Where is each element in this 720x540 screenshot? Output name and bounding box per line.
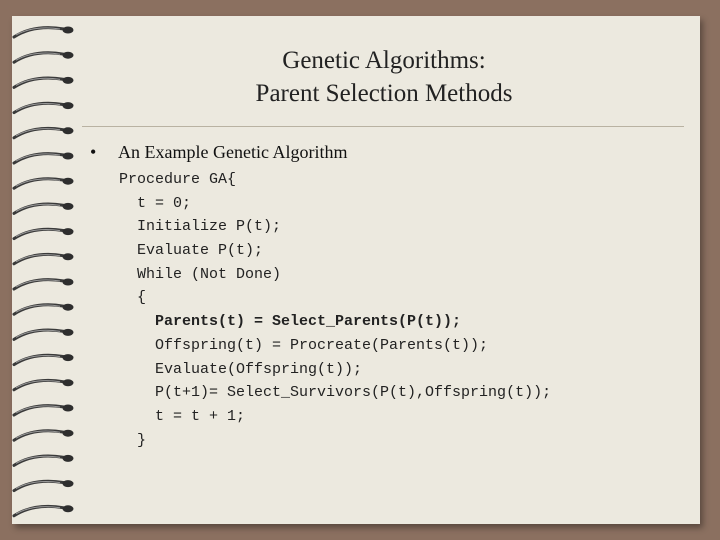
spiral-ring-icon	[14, 304, 74, 315]
pseudocode-block	[119, 168, 551, 452]
spiral-ring-icon	[14, 178, 74, 189]
spiral-ring-icon	[14, 279, 74, 290]
spiral-ring-icon	[14, 379, 74, 390]
spiral-ring-icon	[14, 430, 74, 441]
spiral-ring-icon	[14, 354, 74, 365]
spiral-ring-icon	[14, 253, 74, 264]
spiral-ring-icon	[14, 127, 74, 138]
title-divider	[82, 126, 684, 127]
spiral-ring-icon	[14, 27, 74, 38]
spiral-ring-icon	[14, 455, 74, 466]
spiral-ring-icon	[14, 102, 74, 113]
code-line: t = 0;	[119, 194, 192, 212]
spiral-ring-icon	[14, 480, 74, 491]
slide-title	[80, 44, 688, 110]
spiral-ring-icon	[14, 77, 74, 88]
code-line: t = t + 1;	[119, 407, 246, 425]
spiral-ring-icon	[14, 505, 74, 516]
code-line: Evaluate P(t);	[119, 242, 264, 260]
spiral-ring-icon	[14, 153, 74, 164]
spiral-ring-icon	[14, 329, 74, 340]
spiral-ring-icon	[14, 228, 74, 239]
code-line: }	[119, 431, 147, 449]
bullet-icon: •	[90, 142, 97, 162]
title-line-2: Parent Selection Methods	[255, 80, 513, 107]
bullet-item	[90, 142, 347, 163]
code-line: P(t+1)= Select_Survivors(P(t),Offspring(t));	[119, 384, 552, 402]
code-line: Initialize P(t);	[119, 218, 282, 236]
code-line: Offspring(t) = Procreate(Parents(t));	[119, 336, 489, 354]
spiral-ring-icon	[14, 52, 74, 63]
title-line-1: Genetic Algorithms:	[282, 47, 486, 74]
bullet-text: An Example Genetic Algorithm	[118, 142, 348, 162]
code-line: Parents(t) = Select_Parents(P(t));	[119, 313, 462, 331]
code-line: Evaluate(Offspring(t));	[119, 360, 363, 378]
spiral-ring-icon	[14, 203, 74, 214]
code-line: {	[119, 289, 147, 307]
code-line: Procedure GA{	[119, 171, 237, 188]
code-line: While (Not Done)	[119, 265, 282, 283]
spiral-ring-icon	[14, 405, 74, 416]
